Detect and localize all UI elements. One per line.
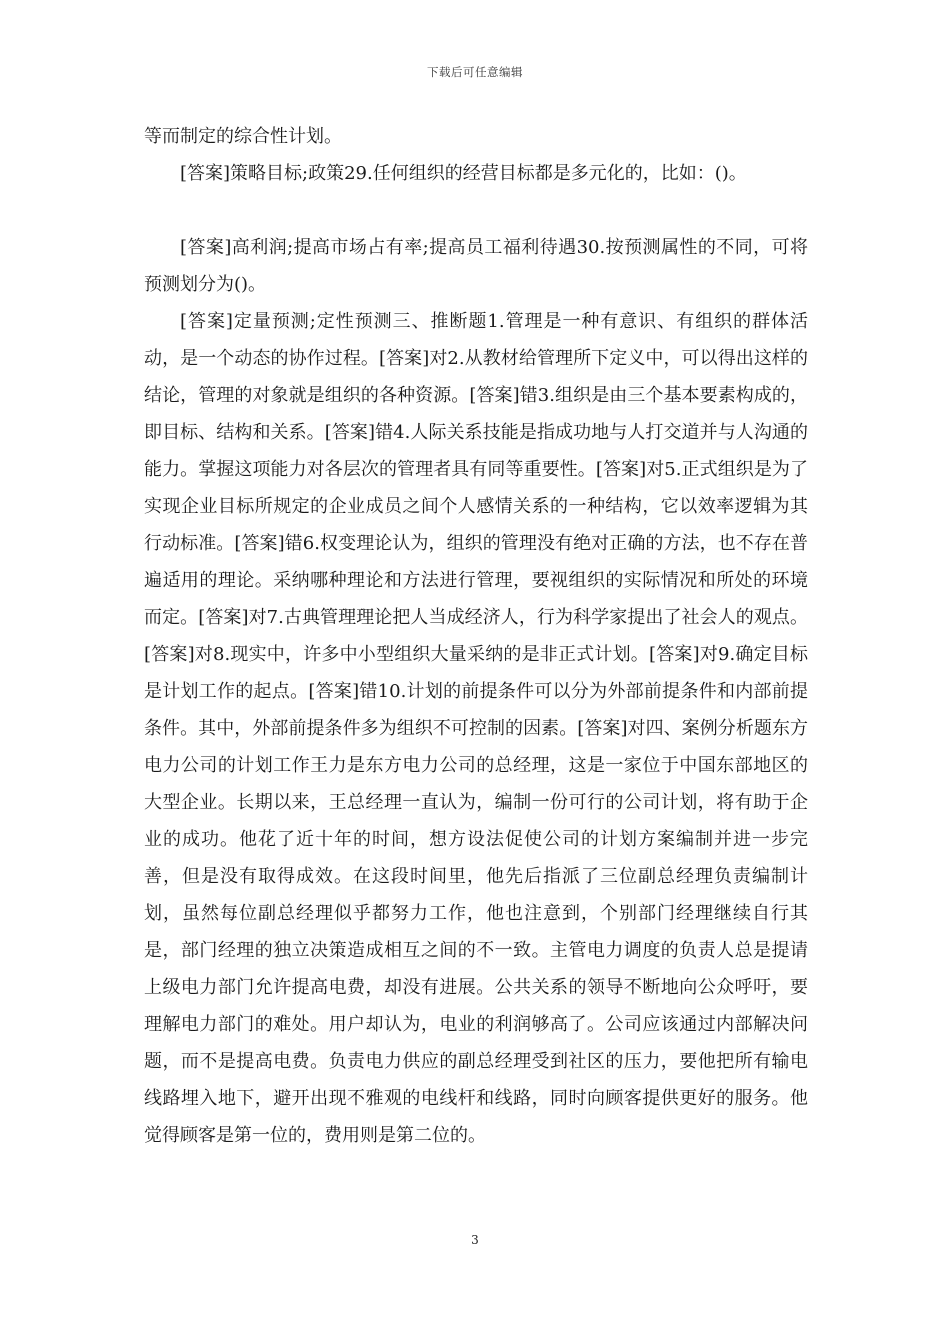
paragraph-judgement-and-case: [答案]定量预测;定性预测三、推断题1.管理是一种有意识、有组织的群体活动，是一个动态的协作过程。[答案]对2.从教材给管理所下定义中，可以得出这样的结论，管理的对象就是组织的各种资源。[答案]错3.组织是由三个基本要素构成的，即目标、结构和关系。[答案]错4.人际关系技能是指成功地与人打交道并与人沟通的能力。掌握这项能力对各层次的管理者具有同等重要性。[答案]对5.正式组织是为了实现企业目标所规定的企业成员之间个人感情关系的一种结构，它以效率逻辑为其行动标准。[答案]错6.权变理论认为，组织的管理没有绝对正确的方法，也不存在普遍适用的理论。采纳哪种理论和方法进行管理，要视组织的实际情况和所处的环境而定。[答案]对7.古典管理理论把人当成经济人，行为科学家提出了社会人的观点。[答案]对8.现实中，许多中小型组织大量采纳的是非正式计划。[答案]对9.确定目标是计划工作的起点。[答案]错10.计划的前提条件可以分为外部前提条件和内部前提条件。其中，外部前提条件多为组织不可控制的因素。[答案]对四、案例分析题东方电力公司的计划工作王力是东方电力公司的总经理，这是一家位于中国东部地区的大型企业。长期以来，王总经理一直认为，编制一份可行的公司计划，将有助于企业的成功。他花了近十年的时间，想方设法促使公司的计划方案编制并进一步完善，但是没有取得成效。在这段时间里，他先后指派了三位副总经理负责编制计划，虽然每位副总经理似乎都努力工作，他也注意到，个别部门经理继续自行其是，部门经理的独立决策造成相互之间的不一致。主管电力调度的负责人总是提请上级电力部门允许提高电费，却没有进展。公共关系的领导不断地向公众呼吁，要理解电力部门的难处。用户却认为，电业的利润够高了。公司应该通过内部解决问题，而不是提高电费。负责电力供应的副总经理受到社区的压力，要他把所有输电线路埋入地下，避开出现不雅观的电线杆和线路，同时向顾客提供更好的服务。他觉得顾客是第一位的，费用则是第二位的。 — [144, 311, 808, 1146]
blank-line — [144, 192, 808, 229]
paragraph-answer-29: [答案]高利润;提高市场占有率;提高员工福利待遇30.按预测属性的不同，可将预测划分为()。 — [144, 237, 808, 295]
paragraph-answer-28: [答案]策略目标;政策29.任何组织的经营目标都是多元化的，比如：()。 — [180, 163, 747, 184]
page-header: 下载后可任意编辑 — [427, 65, 523, 79]
document-body — [144, 118, 808, 1154]
page-number: 3 — [471, 1233, 479, 1247]
paragraph-continuation: 等而制定的综合性计划。 — [144, 126, 342, 147]
